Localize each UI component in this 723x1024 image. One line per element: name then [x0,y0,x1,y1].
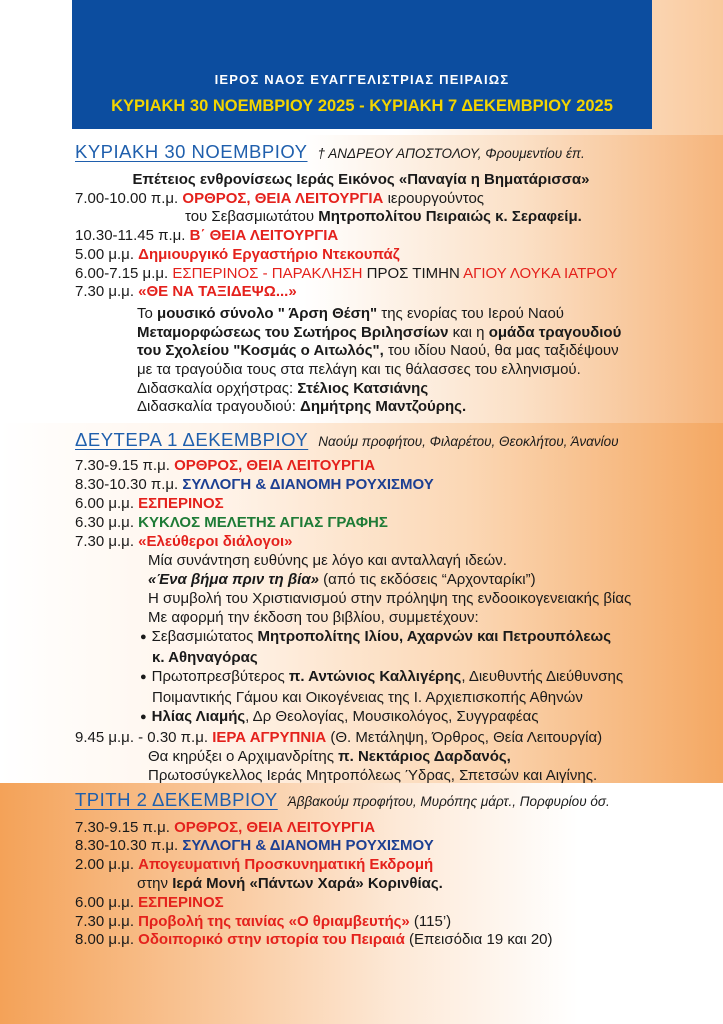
text: και η [452,323,485,341]
day-feast: † ΑΝΔΡΕΟΥ ΑΠΟΣΤΟΛΟΥ, Φρουμεντίου έπ. [317,146,585,161]
text: Ποιμαντικής Γάμου και Οικογένειας της Ι. Αρχιεπισκοπής Αθηνών [152,688,583,706]
event-title: ΣΥΛΛΟΓΗ & ΔΙΑΝΟΜΗ ΡΟΥΧΙΣΜΟΥ [182,837,434,855]
participant-item [75,667,647,688]
event-time: 2.00 μ.μ. [75,856,134,874]
event-title: «Ελεύθεροι διάλογοι» [138,532,293,550]
anniversary-line [75,171,647,190]
event-time: 9.45 μ.μ. - 0.30 π.μ. [75,728,209,746]
day-title: ΔΕΥΤΕΡΑ 1 ΔΕΚΕΜΒΡΙΟΥ [75,429,309,450]
text: Η συμβολή του Χριστιανισμού στην πρόληψη της ενδοοικογενειακής βίας [148,589,632,607]
description-line [75,589,647,608]
description-line [75,324,647,343]
event-time: 6.00 μ.μ. [75,494,134,512]
description-line [75,342,647,361]
description-line [75,747,647,766]
event-time: 7.30-9.15 π.μ. [75,456,170,474]
schedule-line [75,532,647,551]
school-name: του Σχολείου "Κοσμάς ο Αιτωλός", [137,342,384,360]
text: (από τις εκδόσεις “Αρχονταρίκι”) [323,570,536,588]
schedule-line [75,265,647,284]
description-line [75,305,647,324]
description-line [75,875,647,894]
event-time: 7.00-10.00 π.μ. [75,189,179,207]
day-heading [75,140,647,164]
event-title: ΚΥΚΛΟΣ ΜΕΛΕΤΗΣ ΑΓΙΑΣ ΓΡΑΦΗΣ [138,513,388,531]
event-title: Απογευματινή Προσκυνηματική Εκδρομή [138,856,434,874]
text: Θα κηρύξει ο Αρχιμανδρίτης [148,747,334,765]
schedule-line [75,190,647,209]
event-title: Β΄ ΘΕΙΑ ΛΕΙΤΟΥΡΓΙΑ [189,227,339,245]
event-time: 7.30 μ.μ. [75,912,134,930]
event-title: ΕΣΠΕΡΙΝΟΣ [138,893,224,911]
participant-name: κ. Αθηναγόρας [152,648,258,666]
event-title: Οδοιπορικό στην ιστορία του Πειραιά [138,931,405,949]
event-title: ΟΡΘΡΟΣ, ΘΕΙΑ ΛΕΙΤΟΥΡΓΙΑ [174,456,376,474]
day-section-sunday [75,140,647,417]
description-line [75,380,647,399]
participant-item [75,627,647,648]
text: του ιδίου Ναού, θα μας ταξιδέψουν [387,342,619,360]
participant-item-continued [75,648,647,667]
celebrant-name: Μητροπολίτου Πειραιώς κ. Σεραφείμ. [318,208,582,226]
day-title: ΚΥΡΙΑΚΗ 30 ΝΟΕΜΒΡΙΟΥ [75,141,308,162]
schedule-line [75,494,647,513]
ensemble-name: μουσικό σύνολο " Άρση Θέση" [157,304,378,322]
event-time: 7.30 μ.μ. [75,532,134,550]
participant-name: Μητροπολίτης Ιλίου, Αχαρνών και Πετρουπόλεως [257,627,612,645]
schedule-line [75,475,647,494]
description-line [75,361,647,380]
schedule-line [75,208,647,227]
event-time: 7.30 μ.μ. [75,283,134,301]
event-title: ΙΕΡΑ ΑΓΡΥΠΝΙΑ [212,728,327,746]
schedule-lines [75,456,647,785]
text: Σεβασμιώτατος [151,627,254,645]
text: Με αφορμή την έκδοση του βιβλίου, συμμετέχουν: [148,608,479,626]
vocal-teacher-name: Δημήτρης Μαντζούρης. [300,398,467,416]
day-section-monday [75,428,647,785]
text: Πρωτοπρεσβύτερος [151,667,285,685]
event-title: ΟΡΘΡΟΣ, ΘΕΙΑ ΛΕΙΤΟΥΡΓΙΑ [174,818,376,836]
event-title: ΕΣΠΕΡΙΝΟΣ - ΠΑΡΑΚΛΗΣΗ [172,264,363,282]
schedule-line [75,513,647,532]
event-note: του Σεβασμιωτάτου [185,208,315,226]
day-section-tuesday [75,788,647,950]
schedule-line [75,856,647,875]
event-title: ΣΥΛΛΟΓΗ & ΔΙΑΝΟΜΗ ΡΟΥΧΙΣΜΟΥ [182,475,434,493]
day-feast: Ναούμ προφήτου, Φιλαρέτου, Θεοκλήτου, Άνανίου [318,434,619,449]
schedule-line [75,227,647,246]
event-note: (Επεισόδια 19 και 20) [408,931,553,949]
day-heading [75,788,647,812]
church-name: ΙΕΡΟΣ ΝΑΟΣ ΕΥΑΓΓΕΛΙΣΤΡΙΑΣ ΠΕΙΡΑΙΩΣ [214,72,510,87]
schedule-line [75,894,647,913]
event-title: Προβολή της ταινίας «Ο θριαμβευτής» [138,912,410,930]
participant-name: Ηλίας Λιαμής [151,707,246,725]
text: στην [137,874,169,892]
bullet-icon: ● [140,710,147,723]
text: Πρωτοσύγκελλος Ιεράς Μητροπόλεως Ύδρας, Σπετσών και Αιγίνης. [148,766,598,784]
day-feast: Άββακούμ προφήτου, Μυρόπης μάρτ., Πορφυρίου όσ. [287,794,610,809]
description-line [75,570,647,589]
event-note: ΠΡΟΣ ΤΙΜΗΝ [366,264,460,282]
description-line [75,398,647,417]
event-note: (115’) [413,912,452,930]
event-time: 5.00 μ.μ. [75,245,134,263]
anniversary-text: Επέτειος ενθρονίσεως Ιεράς Εικόνος «Παναγία η Βηματάρισσα» [132,171,590,188]
schedule-lines [75,819,647,951]
text: με τα τραγούδια τους στα πελάγη και τις θάλασσες του ελληνισμού. [137,361,581,379]
header-banner [72,0,652,129]
day-title: ΤΡΙΤΗ 2 ΔΕΚΕΜΒΡΙΟΥ [75,789,278,810]
preacher-name: π. Νεκτάριος Δαρδανός, [338,747,511,765]
schedule-line [75,728,647,747]
text: Διδασκαλία τραγουδιού: [137,398,296,416]
text: Το [137,304,153,322]
event-time: 6.00 μ.μ. [75,893,134,911]
schedule-lines [75,171,647,417]
schedule-line [75,837,647,856]
monastery-name: Ιερά Μονή «Πάντων Χαρά» Κορινθίας. [172,874,443,892]
event-time: 6.30 μ.μ. [75,513,134,531]
description-line [75,766,647,785]
text: Διδασκαλία ορχήστρας: [137,379,294,397]
event-time: 7.30-9.15 π.μ. [75,818,170,836]
participant-name: π. Αντώνιος Καλλιγέρης [288,667,462,685]
event-time: 6.00-7.15 μ.μ. [75,264,169,282]
parish-name: Μεταμορφώσεως του Σωτήρος Βριλησσίων [137,323,449,341]
book-title: «Ένα βήμα πριν τη βία» [148,570,319,588]
text: Μία συνάντηση ευθύνης με λόγο και ανταλλαγή ιδεών. [148,551,507,569]
text: της ενορίας του Ιερού Ναού [381,304,564,322]
choir-name: ομάδα τραγουδιού [488,323,622,341]
event-note: (Θ. Μετάληψη, Όρθρος, Θεία Λειτουργία) [330,728,603,746]
conductor-name: Στέλιος Κατσιάνης [297,379,429,397]
event-time: 10.30-11.45 π.μ. [75,227,186,245]
event-time: 8.00 μ.μ. [75,931,134,949]
bullet-icon: ● [140,630,147,643]
schedule-line [75,246,647,265]
event-title: ΕΣΠΕΡΙΝΟΣ [138,494,224,512]
schedule-line [75,913,647,932]
text: , Δρ Θεολογίας, Μουσικολόγος, Συγγραφέας [245,707,539,725]
description-line [75,608,647,627]
event-title: ΟΡΘΡΟΣ, ΘΕΙΑ ΛΕΙΤΟΥΡΓΙΑ [182,189,384,207]
schedule-line [75,931,647,950]
schedule-line [75,456,647,475]
event-title: «ΘΕ ΝΑ ΤΑΞΙΔΕΨΩ...» [138,283,297,301]
event-note: ιερουργούντος [387,189,485,207]
event-time: 8.30-10.30 π.μ. [75,837,179,855]
saint-name: ΑΓΙΟΥ ΛΟΥΚΑ ΙΑΤΡΟΥ [463,264,618,282]
text: , Διευθυντής Διεύθυνσης [461,667,624,685]
schedule-period: ΚΥΡΙΑΚΗ 30 ΝΟΕΜΒΡΙΟΥ 2025 - ΚΥΡΙΑΚΗ 7 ΔΕΚΕΜΒΡΙΟΥ 2025 [111,97,613,115]
event-time: 8.30-10.30 π.μ. [75,475,179,493]
day-heading [75,428,647,452]
event-title: Δημιουργικό Εργαστήριο Ντεκουπάζ [138,245,400,263]
participant-item [75,707,647,728]
description-line [75,551,647,570]
participant-item-continued [75,688,647,707]
schedule-line [75,819,647,838]
schedule-line [75,283,647,302]
bullet-icon: ● [140,670,147,683]
